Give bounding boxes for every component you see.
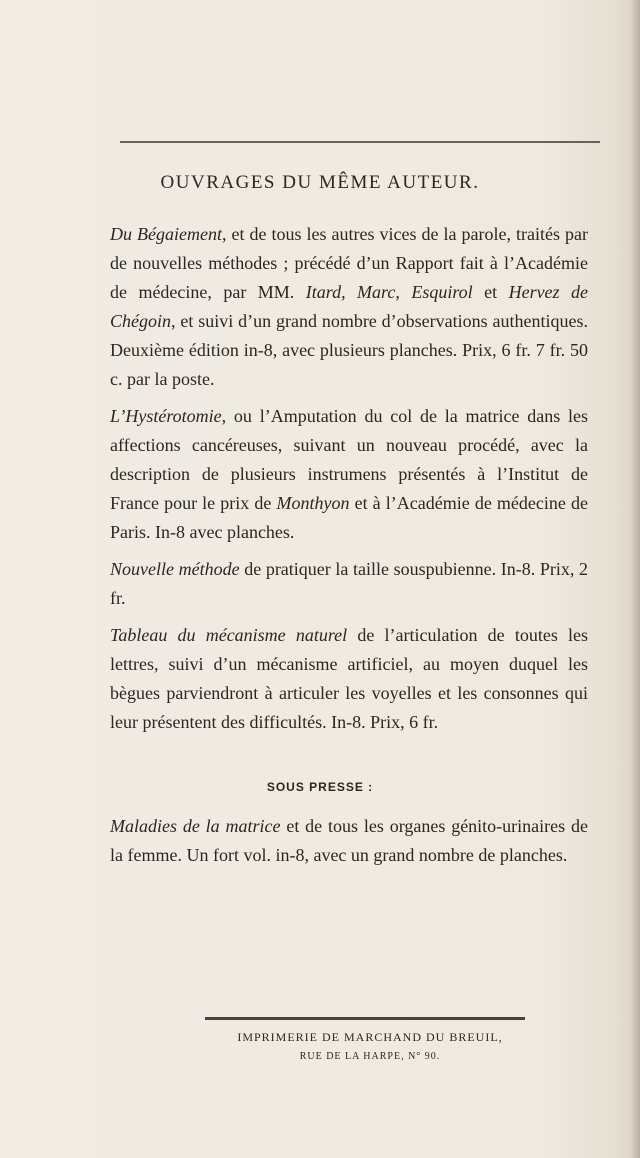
entry-title: Nouvelle méthode (110, 559, 240, 579)
entry-names: Itard, Marc, Esquirol (305, 282, 473, 302)
entry-begaiement (110, 220, 588, 394)
printer-address: RUE DE LA HARPE, N° 90. (299, 1051, 441, 1062)
printer-name: IMPRIMERIE DE MARCHAND DU BREUIL, (237, 1030, 503, 1044)
entry-text: et de tous les organes génito-urinaires de la femme. Un fort vol. in-8, avec un grand nombre de planches. (110, 816, 588, 865)
entry-names: Monthyon (276, 493, 350, 513)
entry-maladies (110, 812, 588, 870)
entry-title: Du Bégaiement (110, 224, 222, 244)
entry-title: Maladies de la matrice (110, 816, 281, 836)
entry-text: de l’articulation de toutes les lettres, suivi d’un mécanisme artificiel, au moyen duquel les bègues parviendront à articuler les voyelles et les consonnes qui leur présentent des difficultés. In-8. Prix, 6 fr. (110, 625, 588, 732)
entry-text: , et de tous les autres vices de la parole, traités par de nouvelles méthodes ; précédé d’un Rapport fait à l’Académie de médecine, par MM. (110, 224, 588, 302)
entry-text: de pratiquer la taille souspubienne. In-8. Prix, 2 fr. (110, 559, 588, 608)
entry-text: ou l’Amputation du col de la matrice dans les affections cancéreuses, suivant un nouveau procédé, avec la description de plusieurs instrumens présentés à l’Institut de France pour le prix de (110, 406, 588, 513)
printer-imprint (190, 1028, 550, 1066)
entry-text: et à l’Académie de médecine de Paris. In-8 avec planches. (110, 493, 588, 542)
entry-nouvelle-methode (110, 555, 588, 613)
page-heading: OUVRAGES DU MÊME AUTEUR. (160, 172, 480, 193)
entry-title: Tableau du mécanisme naturel (110, 625, 348, 645)
entry-hysterotomie (110, 402, 588, 547)
entry-tableau (110, 621, 588, 737)
entry-text: et (472, 282, 509, 302)
bottom-rule (205, 1017, 525, 1020)
entry-title: L’Hystérotomie, (110, 406, 227, 426)
top-rule (120, 141, 600, 143)
entry-text: , et suivi d’un grand nombre d’observations authentiques. Deuxième édition in-8, avec plusieurs planches. Prix, 6 fr. 7 fr. 50 c. par la poste. (110, 311, 588, 389)
entry-names: Hervez de Chégoin (110, 282, 588, 331)
entries-list (110, 220, 588, 745)
press-label: SOUS PRESSE : (266, 780, 374, 794)
